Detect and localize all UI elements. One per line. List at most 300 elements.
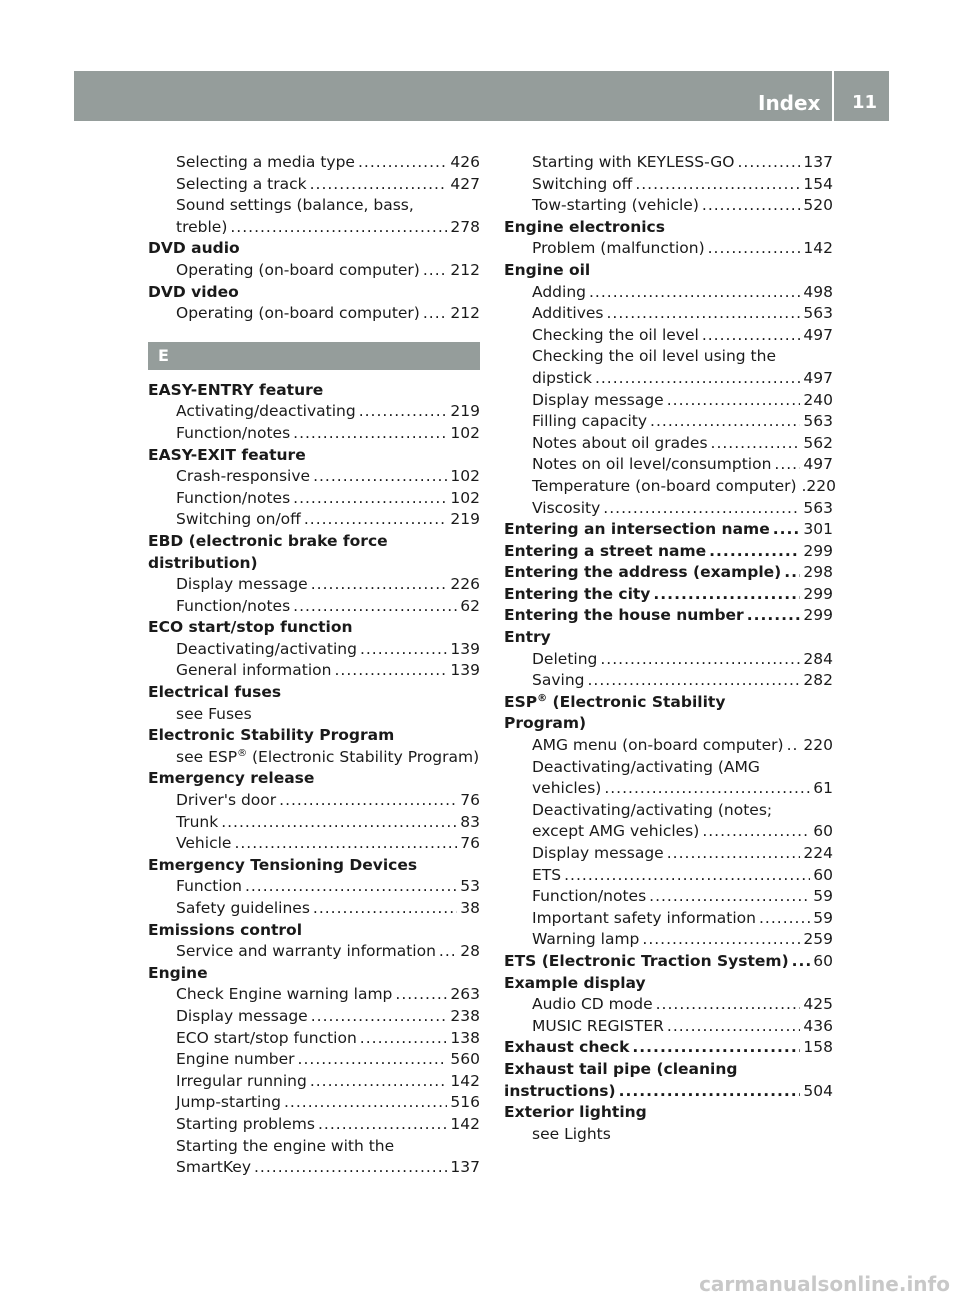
index-entry: [504, 1124, 833, 1146]
dot-leader: [667, 843, 801, 865]
index-entry-text: Deleting: [532, 649, 598, 668]
index-entry-text: Function/notes: [532, 887, 647, 906]
index-entry-page: 220: [803, 736, 833, 755]
index-entry: [148, 1092, 480, 1114]
index-entry: [148, 941, 480, 963]
dot-leader: [221, 812, 457, 834]
index-entry-text: Emergency release: [148, 769, 315, 788]
index-entry: [504, 303, 833, 325]
index-entry-text: AMG menu (on-board computer): [532, 736, 784, 755]
index-entry-page: 137: [450, 1158, 480, 1177]
dot-leader: [311, 1006, 448, 1028]
dot-leader: [642, 929, 800, 951]
index-entry: [148, 833, 480, 855]
dot-leader: [423, 260, 448, 282]
index-entry-text: SmartKey: [176, 1158, 251, 1177]
index-entry-text: DVD video: [148, 282, 239, 301]
dot-leader: [595, 368, 800, 390]
index-entry: [148, 152, 480, 174]
dot-leader: [334, 660, 447, 682]
index-entry-text: ECO start/stop function: [176, 1028, 357, 1047]
index-entry: [504, 692, 833, 714]
index-entry: [148, 682, 480, 704]
index-entry: [504, 454, 833, 476]
index-entry-text: Display message: [176, 575, 308, 594]
dot-leader: [708, 238, 801, 260]
index-entry-text: Sound settings (balance, bass,: [176, 196, 414, 215]
index-entry: [504, 195, 833, 217]
index-entry-text: Engine number: [176, 1050, 295, 1069]
index-entry: [504, 670, 833, 692]
index-entry-page: 436: [803, 1016, 833, 1035]
index-entry: [148, 174, 480, 196]
index-entry-page: 38: [460, 899, 480, 917]
index-entry: [504, 174, 833, 196]
index-entry: [148, 509, 480, 531]
index-entry-page: 226: [450, 575, 480, 594]
index-entry-text: Activating/deactivating: [176, 402, 356, 421]
dot-leader: [358, 152, 447, 174]
dot-leader: [711, 433, 801, 455]
index-entry-page: 299: [803, 606, 833, 625]
dot-leader: [293, 423, 447, 445]
index-entry-page: 498: [803, 282, 833, 301]
index-entry-page: 76: [460, 834, 480, 853]
dot-leader: [603, 498, 800, 520]
index-entry: [504, 584, 833, 606]
dot-leader: [784, 562, 800, 584]
index-entry-page: 212: [450, 304, 480, 323]
index-entry-page: 259: [803, 930, 833, 949]
index-list-right: [504, 152, 836, 1145]
index-entry-page: 238: [450, 1006, 480, 1025]
index-entry: [148, 238, 480, 260]
index-entry-page: 138: [450, 1028, 480, 1047]
index-entry: [504, 498, 833, 520]
index-entry-page: 142: [450, 1071, 480, 1090]
index-entry-text: Exhaust check: [504, 1038, 630, 1057]
index-entry: [148, 445, 480, 467]
index-entry: [504, 217, 833, 239]
index-entry: [148, 401, 480, 423]
index-entry-text: Audio CD mode: [532, 995, 653, 1014]
index-entry: [148, 423, 480, 445]
index-entry-text: Exterior lighting: [504, 1103, 647, 1122]
index-entry-page: 142: [450, 1114, 480, 1133]
dot-leader: [747, 605, 801, 627]
index-entry-page: 60: [813, 865, 833, 884]
index-entry-page: 520: [803, 196, 833, 215]
index-entry-text: ETS: [532, 865, 562, 884]
index-entry-page: 28: [460, 942, 480, 961]
index-entry-page: 301: [803, 520, 833, 539]
index-entry-text: Selecting a media type: [176, 153, 355, 171]
index-entry: [504, 778, 833, 800]
index-entry: [148, 380, 480, 402]
dot-leader: [245, 876, 457, 898]
index-entry-text: Entry: [504, 628, 551, 647]
index-entry-page: 83: [460, 812, 480, 831]
index-entry: [504, 282, 833, 304]
index-entry-text: Deactivating/activating (notes;: [532, 800, 773, 819]
index-entry-text: ESP® (Electronic Stability: [504, 692, 726, 711]
index-entry-page: 240: [803, 390, 833, 409]
index-entry: [504, 973, 833, 995]
index-entry: [148, 963, 480, 985]
dot-leader: [737, 152, 800, 174]
index-entry-page: 497: [803, 455, 833, 474]
dot-leader: [604, 778, 810, 800]
index-entry-text: Starting the engine with the: [176, 1136, 395, 1155]
index-entry: [504, 757, 833, 779]
index-list-top: [148, 152, 480, 325]
index-entry-page: 427: [450, 174, 480, 193]
index-entry: [148, 1049, 480, 1071]
index-entry-text: Electrical fuses: [148, 683, 282, 702]
index-entry: [504, 541, 833, 563]
index-entry-page: 282: [803, 671, 833, 690]
index-entry: [504, 735, 833, 757]
index-entry-text: see Lights: [532, 1124, 611, 1143]
index-entry-text: Notes on oil level/consumption: [532, 455, 772, 474]
dot-leader: [230, 217, 447, 239]
index-entry: [148, 704, 480, 726]
index-entry: [504, 1081, 833, 1103]
index-entry-text: Emissions control: [148, 920, 303, 939]
dot-leader: [702, 195, 801, 217]
index-entry-page: 220: [806, 476, 836, 495]
index-entry-text: Exhaust tail pipe (cleaning: [504, 1059, 738, 1078]
dot-leader: [279, 790, 457, 812]
index-entry: [148, 574, 480, 596]
dot-leader: [650, 411, 800, 433]
index-entry-text: General information: [176, 661, 332, 680]
index-entry: [504, 908, 833, 930]
index-entry: [148, 617, 480, 639]
index-entry-text: Deactivating/activating: [176, 639, 357, 658]
dot-leader: [318, 1114, 447, 1136]
dot-leader: [787, 735, 801, 757]
index-entry-page: 560: [450, 1050, 480, 1069]
index-entry-text: Viscosity: [532, 498, 601, 517]
index-entry-page: 497: [803, 368, 833, 387]
index-entry-page: 59: [813, 887, 833, 906]
section-letter-bar: E: [148, 342, 480, 370]
index-entry: [504, 1016, 833, 1038]
index-entry-page: 158: [803, 1038, 833, 1057]
dot-leader: [606, 303, 800, 325]
index-entry-text: Operating (on-board computer): [176, 260, 420, 279]
index-entry-text: Engine electronics: [504, 217, 665, 236]
index-entry: [504, 713, 833, 735]
index-entry-text: Crash-responsive: [176, 467, 311, 486]
index-entry: [504, 519, 833, 541]
index-entry-page: 219: [450, 510, 480, 529]
dot-leader: [564, 865, 810, 887]
index-list-bottom: [148, 380, 480, 1179]
dot-leader: [667, 390, 801, 412]
index-entry-text: instructions): [504, 1081, 616, 1100]
index-entry-text: see ESP® (Electronic Stability Program): [176, 747, 480, 766]
index-entry-page: 76: [460, 791, 480, 810]
index-entry-text: EASY-EXIT feature: [148, 445, 306, 464]
dot-leader: [774, 454, 800, 476]
index-entry: [504, 1102, 833, 1124]
index-entry: [148, 282, 480, 304]
index-entry-text: ETS (Electronic Traction System): [504, 951, 789, 970]
dot-leader: [313, 898, 457, 920]
index-entry: [504, 1037, 833, 1059]
index-entry-text: Problem (malfunction): [532, 239, 705, 258]
index-entry-text: Irregular running: [176, 1071, 307, 1090]
index-entry-text: Entering the address (example): [504, 563, 782, 582]
index-entry: [504, 605, 833, 627]
index-entry: [504, 1059, 833, 1081]
index-entry-page: 563: [803, 498, 833, 517]
index-entry: [148, 747, 480, 769]
index-entry: [504, 368, 833, 390]
dot-leader: [284, 1092, 447, 1114]
dot-leader: [587, 670, 800, 692]
index-column-left: [148, 152, 480, 1179]
dot-leader: [423, 303, 448, 325]
page-section-title: Index: [758, 91, 821, 115]
dot-leader: [600, 649, 800, 671]
index-entry: [148, 1071, 480, 1093]
index-entry: [148, 898, 480, 920]
index-entry-text: Saving: [532, 671, 585, 690]
index-entry-page: 61: [813, 779, 833, 798]
index-entry-page: 59: [813, 908, 833, 927]
dot-leader: [759, 908, 810, 930]
dot-leader: [656, 994, 801, 1016]
index-entry-text: Additives: [532, 304, 604, 323]
index-entry: [148, 1114, 480, 1136]
index-entry-text: Program): [504, 714, 587, 733]
index-entry-page: 102: [450, 488, 480, 507]
dot-leader: [653, 584, 800, 606]
dot-leader: [298, 1049, 448, 1071]
index-entry-text: Trunk: [176, 812, 219, 831]
dot-leader: [649, 886, 810, 908]
index-entry: [148, 920, 480, 942]
index-entry-text: Tow-starting (vehicle): [532, 196, 699, 215]
index-entry: [504, 994, 833, 1016]
index-entry: [148, 725, 480, 747]
index-entry: [148, 790, 480, 812]
index-entry-page: 139: [450, 661, 480, 680]
index-entry: [504, 390, 833, 412]
index-entry-page: 102: [450, 423, 480, 442]
index-entry: [504, 325, 833, 347]
index-entry-page: 62: [460, 596, 480, 615]
dot-leader: [792, 951, 811, 973]
index-entry-text: Important safety information: [532, 908, 756, 927]
index-entry: [504, 238, 833, 260]
index-entry-page: 504: [803, 1081, 833, 1100]
index-entry-page: 154: [803, 174, 833, 193]
index-entry-text: Display message: [532, 390, 664, 409]
index-entry: [504, 433, 833, 455]
index-entry: [504, 627, 833, 649]
index-entry-page: 219: [450, 402, 480, 421]
index-entry-page: 563: [803, 412, 833, 431]
dot-leader: [310, 174, 448, 196]
index-entry: [504, 346, 833, 368]
index-entry-text: Switching on/off: [176, 510, 301, 529]
index-entry-text: Vehicle: [176, 834, 232, 853]
index-entry-text: MUSIC REGISTER: [532, 1016, 664, 1035]
index-entry-text: Example display: [504, 973, 646, 992]
index-entry-page: 60: [813, 951, 833, 970]
index-entry-page: 137: [803, 153, 833, 171]
dot-leader: [234, 833, 457, 855]
index-entry-text: see Fuses: [176, 704, 252, 723]
index-entry: [148, 1006, 480, 1028]
index-entry: [148, 553, 480, 575]
dot-leader: [310, 1071, 448, 1093]
index-entry-page: 299: [803, 584, 833, 603]
index-entry-text: Display message: [176, 1006, 308, 1025]
dot-leader: [632, 1037, 800, 1059]
index-entry-text: Checking the oil level: [532, 325, 699, 344]
dot-leader: [773, 519, 801, 541]
index-entry-text: Filling capacity: [532, 412, 648, 431]
index-entry-text: dipstick: [532, 368, 592, 387]
index-entry-text: ECO start/stop function: [148, 618, 353, 637]
dot-leader: [439, 941, 457, 963]
header-divider: [832, 71, 834, 121]
index-entry-text: Service and warranty information: [176, 942, 436, 961]
index-entry: [504, 411, 833, 433]
index-entry: [148, 1157, 480, 1179]
index-entry-text: Function: [176, 877, 242, 896]
index-entry: [148, 596, 480, 618]
index-entry: [148, 1136, 480, 1158]
index-entry-text: Electronic Stability Program: [148, 726, 395, 745]
index-entry-text: Deactivating/activating (AMG: [532, 757, 760, 776]
index-entry: [504, 649, 833, 671]
index-entry: [148, 639, 480, 661]
index-entry-page: 425: [803, 995, 833, 1014]
index-entry-page: 516: [450, 1093, 480, 1112]
index-entry-text: DVD audio: [148, 239, 240, 258]
index-entry: [504, 951, 833, 973]
index-entry-text: Engine: [148, 963, 208, 982]
index-entry: [148, 812, 480, 834]
dot-leader: [293, 488, 447, 510]
index-entry-page: 139: [450, 639, 480, 658]
index-entry: [504, 821, 833, 843]
index-entry-text: Emergency Tensioning Devices: [148, 855, 418, 874]
index-entry: [148, 488, 480, 510]
index-entry-text: EBD (electronic brake force: [148, 531, 388, 550]
index-entry: [504, 929, 833, 951]
index-entry: [148, 195, 480, 217]
index-entry-text: Entering an intersection name: [504, 520, 770, 539]
dot-leader: [313, 466, 447, 488]
index-entry-text: Starting with KEYLESS-GO: [532, 153, 735, 171]
index-entry-page: 298: [803, 563, 833, 582]
index-entry: [148, 217, 480, 239]
index-entry-page: 102: [450, 467, 480, 486]
index-entry-page: 278: [450, 217, 480, 236]
index-entry-text: Starting problems: [176, 1114, 315, 1133]
index-entry: [504, 562, 833, 584]
index-entry-page: 60: [813, 822, 833, 841]
dot-leader: [304, 509, 448, 531]
index-entry: [148, 660, 480, 682]
index-entry: [504, 260, 833, 282]
dot-leader: [619, 1081, 801, 1103]
index-entry: [148, 1028, 480, 1050]
index-entry-text: distribution): [148, 553, 258, 572]
index-entry-text: Function/notes: [176, 596, 291, 615]
index-entry: [504, 843, 833, 865]
index-column-right: [504, 152, 836, 1145]
index-entry-text: Engine oil: [504, 260, 591, 279]
index-entry-page: 563: [803, 304, 833, 323]
dot-leader: [293, 596, 457, 618]
index-entry-text: Checking the oil level using the: [532, 347, 776, 366]
dot-leader: [702, 821, 810, 843]
page-number: 11: [852, 92, 878, 113]
index-entry: [504, 865, 833, 887]
index-entry-page: 53: [460, 877, 480, 896]
index-entry-page: 224: [803, 844, 833, 862]
index-entry: [148, 855, 480, 877]
dot-leader: [667, 1016, 801, 1038]
index-entry: [504, 152, 833, 174]
index-entry-page: 426: [450, 153, 480, 171]
index-entry: [148, 768, 480, 790]
index-entry-text: Notes about oil grades: [532, 433, 708, 452]
index-entry-text: Entering the house number: [504, 606, 744, 625]
index-entry-text: Display message: [532, 844, 664, 862]
index-entry-text: Temperature (on-board computer) .: [532, 476, 807, 495]
index-entry: [148, 466, 480, 488]
index-entry: [504, 476, 836, 498]
dot-leader: [702, 325, 801, 347]
index-entry-text: EASY-ENTRY feature: [148, 380, 324, 399]
index-entry-page: 284: [803, 649, 833, 668]
dot-leader: [589, 282, 800, 304]
dot-leader: [395, 984, 447, 1006]
index-entry: [148, 984, 480, 1006]
dot-leader: [254, 1157, 447, 1179]
index-entry-page: 497: [803, 325, 833, 344]
index-entry-text: Warning lamp: [532, 930, 640, 949]
index-entry-text: Jump-starting: [176, 1093, 281, 1112]
index-entry-page: 142: [803, 239, 833, 258]
index-entry-text: Switching off: [532, 174, 633, 193]
index-entry-text: Selecting a track: [176, 174, 307, 193]
index-entry-text: Adding: [532, 282, 586, 301]
index-entry-text: Operating (on-board computer): [176, 304, 420, 323]
index-entry-text: vehicles): [532, 779, 602, 798]
index-entry: [148, 876, 480, 898]
dot-leader: [360, 1028, 448, 1050]
index-entry-text: Function/notes: [176, 423, 291, 442]
index-entry-text: except AMG vehicles): [532, 822, 700, 841]
index-entry-text: Entering the city: [504, 584, 651, 603]
index-entry: [148, 531, 480, 553]
index-entry: [148, 260, 480, 282]
dot-leader: [359, 401, 448, 423]
index-entry-text: Safety guidelines: [176, 899, 310, 917]
index-entry-page: 299: [803, 541, 833, 560]
dot-leader: [709, 541, 800, 563]
